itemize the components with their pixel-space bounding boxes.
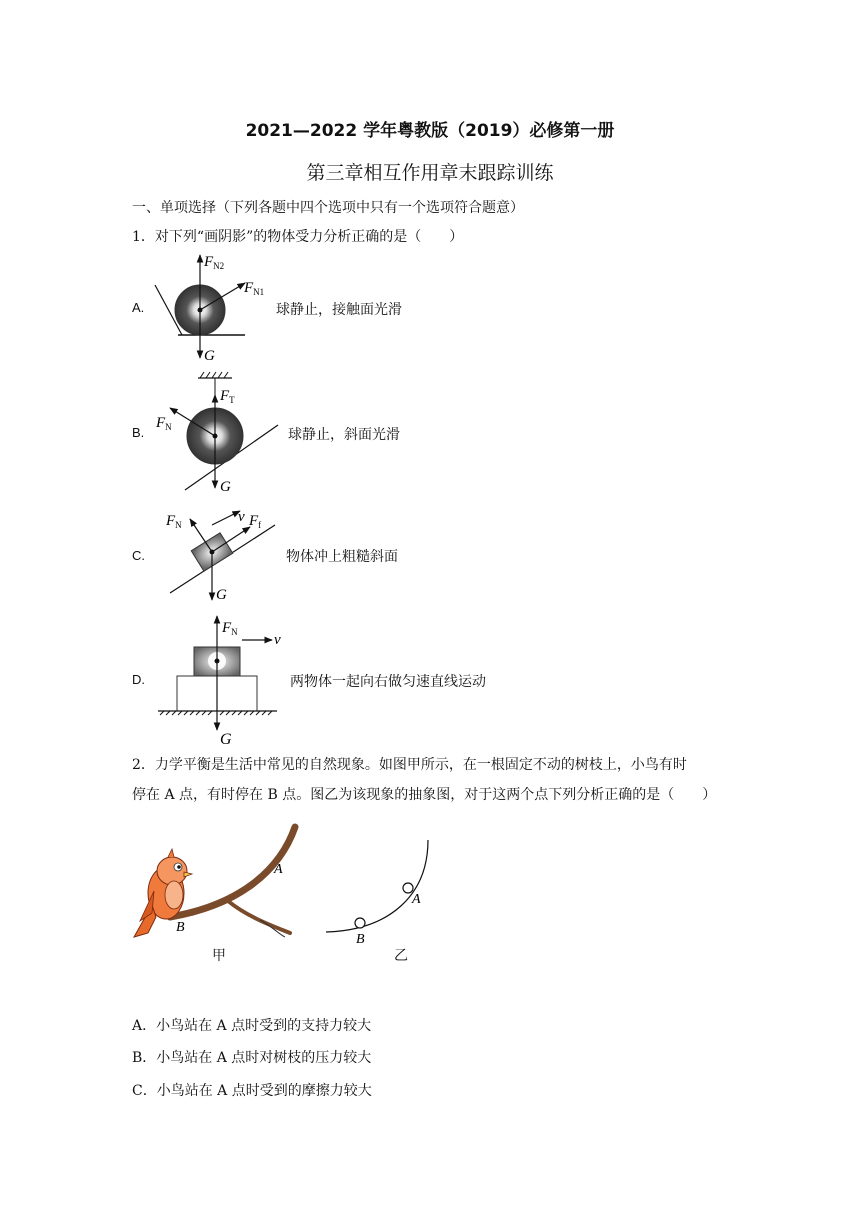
point-b-label: B [356, 932, 365, 947]
svg-text:FT [219, 388, 235, 405]
svg-text:FN [155, 415, 172, 432]
document-title: 2021—2022 学年粤教版（2019）必修第一册 [245, 121, 615, 141]
svg-text:FN [165, 513, 182, 530]
svg-text:FN2 [203, 254, 224, 271]
option-d-caption: 两物体一起向右做匀速直线运动 [290, 674, 486, 690]
section-heading: 一、单项选择（下列各题中四个选项中只有一个选项符合题意） [132, 200, 524, 216]
label-ff-f: F [249, 513, 259, 529]
label-fn1-sub: N1 [253, 287, 265, 297]
svg-text:FN [221, 620, 238, 637]
figure-yi-caption: 乙 [394, 948, 408, 964]
option-d-diagram [150, 612, 290, 747]
option-b-diagram [150, 370, 290, 495]
option-a-diagram [150, 250, 270, 365]
label-fn-sub: N [165, 422, 172, 432]
label-fn-f: F [222, 620, 232, 636]
option-b-letter: B. [132, 425, 145, 440]
label-fn1-f: F [244, 280, 254, 296]
label-g: G [220, 479, 231, 495]
question-2-option-a: A．小鸟站在 A 点时受到的支持力较大 [132, 1018, 372, 1034]
point-b-label: B [176, 920, 185, 935]
label-v: v [274, 632, 281, 648]
label-v: v [238, 509, 245, 525]
label-ft-f: F [220, 388, 230, 404]
option-c-caption: 物体冲上粗糙斜面 [286, 549, 398, 565]
option-a-letter: A. [132, 300, 145, 315]
figure-yi-abstract-arc [320, 835, 440, 950]
label-fn-f: F [156, 415, 166, 431]
label-g: G [204, 348, 215, 364]
label-ft-sub: T [229, 395, 235, 405]
document-subtitle: 第三章相互作用章末跟踪训练 [306, 162, 554, 184]
label-fn-f: F [166, 513, 176, 529]
label-fn2-sub: N2 [213, 261, 225, 271]
label-g: G [220, 731, 232, 748]
svg-text:Ff [248, 513, 261, 530]
question-2-stem-line1: 2．力学平衡是生活中常见的自然现象。如图甲所示，在一根固定不动的树枝上，小鸟有时 [132, 757, 687, 773]
label-fn-sub: N [231, 627, 238, 637]
point-a-label: A [274, 862, 283, 877]
option-c-diagram [150, 505, 290, 605]
option-c-letter: C. [132, 548, 145, 563]
figure-jia-caption: 甲 [212, 948, 226, 964]
point-a-label: A [412, 892, 421, 907]
question-2-option-b: B．小鸟站在 A 点时对树枝的压力较大 [132, 1050, 372, 1066]
figure-jia-bird-on-branch [130, 825, 305, 945]
svg-text:FN1 [243, 280, 264, 297]
question-1-stem: 1．对下列“画阴影”的物体受力分析正确的是（ ） [132, 229, 464, 245]
label-fn-sub: N [175, 520, 182, 530]
option-b-caption: 球静止，斜面光滑 [288, 427, 400, 443]
label-g: G [216, 587, 227, 603]
question-2-stem [132, 750, 732, 810]
option-a-caption: 球静止，接触面光滑 [276, 302, 402, 318]
question-2-stem-line2: 停在 A 点，有时停在 B 点。图乙为该现象的抽象图，对于这两个点下列分析正确的是（ ） [132, 787, 717, 803]
label-fn2-f: F [204, 254, 214, 270]
option-d-letter: D. [132, 672, 145, 687]
label-ff-sub: f [258, 520, 262, 530]
question-2-option-c: C．小鸟站在 A 点时受到的摩擦力较大 [132, 1083, 372, 1099]
